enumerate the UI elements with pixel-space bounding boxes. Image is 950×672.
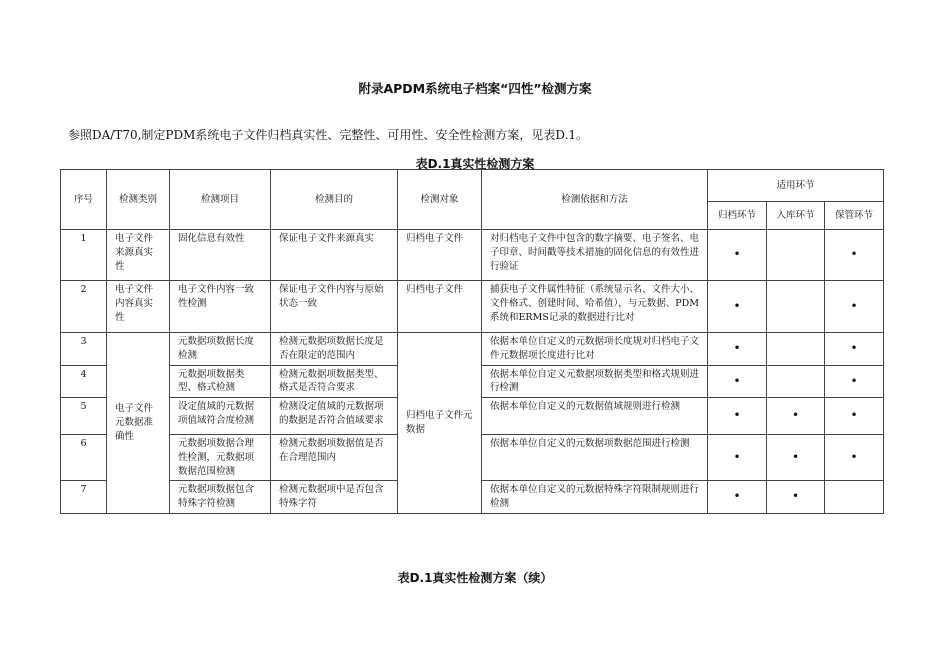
authenticity-test-table xyxy=(60,169,884,514)
cell-archive-mark: • xyxy=(708,435,767,481)
cell-storage-mark xyxy=(767,230,825,281)
cell-archive-mark: • xyxy=(708,481,767,514)
header-item: 检测项目 xyxy=(170,170,271,230)
header-target: 检测对象 xyxy=(398,170,482,230)
cell-archive-mark: • xyxy=(708,333,767,366)
header-stage-archive: 归档环节 xyxy=(708,202,767,230)
cell-purpose: 保证电子文件内容与原始状态一致 xyxy=(271,281,398,333)
cell-purpose: 检测元数据项中是否包含特殊字符 xyxy=(271,481,398,514)
cell-category: 电子文件来源真实性 xyxy=(107,230,170,281)
cell-preserve-mark: • xyxy=(825,435,884,481)
cell-target: 归档电子文件 xyxy=(398,281,482,333)
cell-method: 依据本单位自定义的元数据值域规则进行检测 xyxy=(482,398,708,435)
cell-target: 归档电子文件 xyxy=(398,230,482,281)
header-category: 检测类别 xyxy=(107,170,170,230)
document-title: 附录APDM系统电子档案“四性”检测方案 xyxy=(358,81,592,96)
cell-storage-mark xyxy=(767,365,825,398)
table-row xyxy=(61,281,884,333)
cell-seq: 7 xyxy=(61,481,107,514)
cell-method: 依据本单位自定义的元数据项数据范围进行检测 xyxy=(482,435,708,481)
cell-preserve-mark xyxy=(825,481,884,514)
cell-archive-mark: • xyxy=(708,398,767,435)
cell-purpose: 检测设定值域的元数据项的数据是否符合值域要求 xyxy=(271,398,398,435)
cell-storage-mark xyxy=(767,333,825,366)
cell-purpose: 保证电子文件来源真实 xyxy=(271,230,398,281)
cell-seq: 2 xyxy=(61,281,107,333)
cell-preserve-mark: • xyxy=(825,333,884,366)
header-purpose: 检测目的 xyxy=(271,170,398,230)
table-caption: 表D.1真实性检测方案 xyxy=(415,157,535,171)
cell-seq: 4 xyxy=(61,365,107,398)
table-row xyxy=(61,230,884,281)
header-seq: 序号 xyxy=(61,170,107,230)
cell-category: 电子文件内容真实性 xyxy=(107,281,170,333)
cell-preserve-mark: • xyxy=(825,398,884,435)
cell-purpose: 检测元数据项数据类型、格式是否符合要求 xyxy=(271,365,398,398)
cell-purpose: 检测元数据项数据长度是否在限定的范围内 xyxy=(271,333,398,366)
cell-storage-mark: • xyxy=(767,481,825,514)
cell-seq: 6 xyxy=(61,435,107,481)
cell-preserve-mark: • xyxy=(825,365,884,398)
header-stages: 适用环节 xyxy=(708,170,884,202)
cell-method: 依据本单位自定义元数据项数据类型和格式规则进行检测 xyxy=(482,365,708,398)
cell-item: 设定值域的元数据项值域符合度检测 xyxy=(170,398,271,435)
table-caption-continued: 表D.1真实性检测方案（续） xyxy=(397,571,553,585)
cell-item: 元数据项数据合理性检测，元数据项数据范围检测 xyxy=(170,435,271,481)
cell-seq: 5 xyxy=(61,398,107,435)
cell-category-group: 电子文件元数据准确性 xyxy=(107,333,170,514)
cell-seq: 1 xyxy=(61,230,107,281)
cell-method: 捕获电子文件属性特征（系统显示名、文件大小、文件格式、创建时间、哈希值），与元数据、PDM系统和ERMS记录的数据进行比对 xyxy=(482,281,708,333)
cell-item: 元数据项数据类型、格式检测 xyxy=(170,365,271,398)
cell-item: 电子文件内容一致性检测 xyxy=(170,281,271,333)
cell-item: 元数据项数据包含特殊字符检测 xyxy=(170,481,271,514)
header-method: 检测依据和方法 xyxy=(482,170,708,230)
cell-seq: 3 xyxy=(61,333,107,366)
cell-storage-mark: • xyxy=(767,398,825,435)
cell-item: 元数据项数据长度检测 xyxy=(170,333,271,366)
cell-method: 依据本单位自定义的元数据特殊字符限制规则进行检测 xyxy=(482,481,708,514)
cell-method: 依据本单位自定义的元数据项长度规对归档电子文件元数据项长度进行比对 xyxy=(482,333,708,366)
cell-item: 固化信息有效性 xyxy=(170,230,271,281)
header-stage-storage: 入库环节 xyxy=(767,202,825,230)
cell-archive-mark: • xyxy=(708,365,767,398)
cell-purpose: 检测元数据项数据值是否在合理范围内 xyxy=(271,435,398,481)
cell-archive-mark: • xyxy=(708,230,767,281)
cell-preserve-mark: • xyxy=(825,230,884,281)
cell-archive-mark: • xyxy=(708,281,767,333)
header-stage-preserve: 保管环节 xyxy=(825,202,884,230)
table-row xyxy=(61,333,884,366)
cell-method: 对归档电子文件中包含的数字摘要、电子签名、电子印章、时间戳等技术措施的固化信息的有效性进行验证 xyxy=(482,230,708,281)
intro-paragraph: 参照DA/T70,制定PDM系统电子文件归档真实性、完整性、可用性、安全性检测方案，见表D.1。 xyxy=(68,128,589,142)
cell-target-group: 归档电子文件元数据 xyxy=(398,333,482,514)
cell-storage-mark: • xyxy=(767,435,825,481)
cell-storage-mark xyxy=(767,281,825,333)
cell-preserve-mark: • xyxy=(825,281,884,333)
